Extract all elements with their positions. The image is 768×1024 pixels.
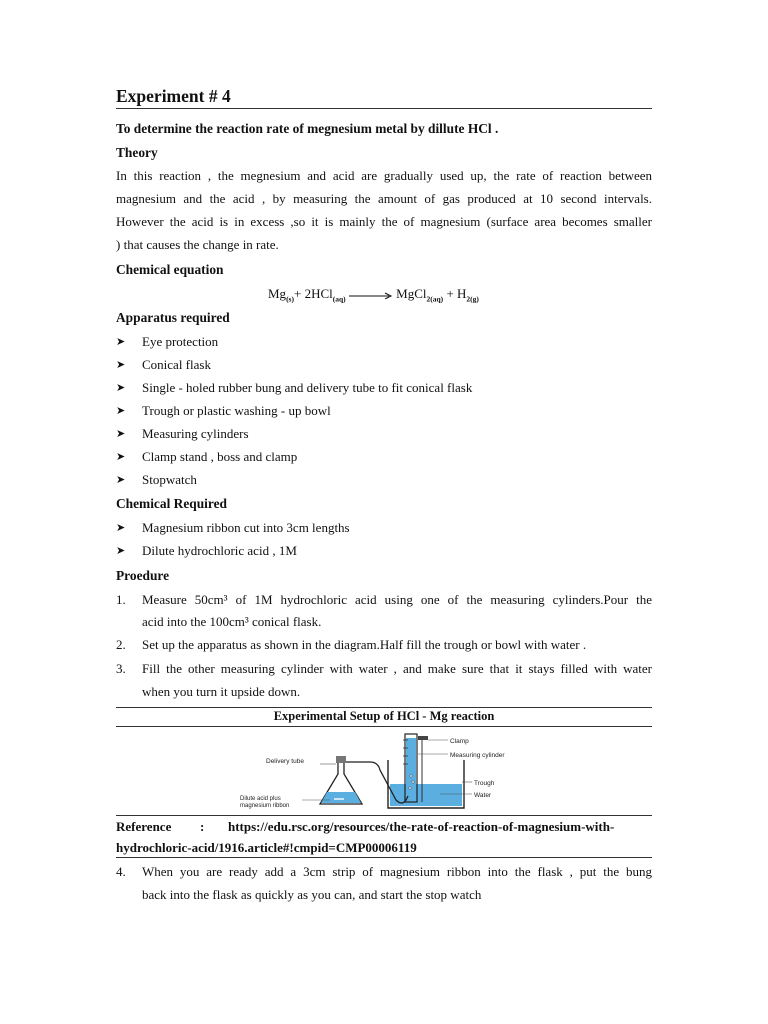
rubber-bung <box>336 756 346 763</box>
reference-top-rule <box>116 815 652 816</box>
figure-top-rule <box>116 707 652 708</box>
arrow-bullet-icon: ➤ <box>116 451 126 463</box>
figure-caption-rule <box>116 726 652 727</box>
apparatus-heading: Apparatus required <box>116 310 230 325</box>
figure-caption: Experimental Setup of HCl - Mg reaction <box>273 709 495 723</box>
label-water: Water <box>474 792 492 799</box>
experiment-diagram <box>240 730 540 812</box>
arrow-bullet-icon: ➤ <box>116 382 126 394</box>
procedure-heading: Proedure <box>116 568 170 583</box>
theory-line: However the acid is in excess ,so it is mainly the of magnesium (surface area becomes smaller <box>116 214 652 229</box>
aim-heading: To determine the reaction rate of megnesium metal by dillute HCl . <box>116 121 499 136</box>
chemicals-heading: Chemical Required <box>116 496 227 511</box>
label-delivery-tube: Delivery tube <box>266 758 304 765</box>
theory-line: ) that causes the change in rate. <box>116 237 279 252</box>
label-acid: Dilute acid plus <box>240 796 281 802</box>
theory-line: magnesium and the acid , by measuring the amount of gas produced at 10 second intervals. <box>116 191 652 206</box>
gas-bubble <box>409 787 411 789</box>
equation-heading: Chemical equation <box>116 262 224 277</box>
gas-bubble <box>410 775 412 777</box>
theory-heading: Theory <box>116 145 158 160</box>
gas-bubble <box>412 781 414 783</box>
cylinder-water <box>406 738 416 786</box>
label-magnesium-ribbon: magnesium ribbon <box>240 803 290 809</box>
label-measuring-cylinder: Measuring cylinder <box>450 752 505 759</box>
arrow-bullet-icon: ➤ <box>116 474 126 486</box>
reference-link-continued[interactable]: hydrochloric-acid/1916.article#!cmpid=CMP00006119 <box>116 840 417 855</box>
acid-solution <box>321 792 361 803</box>
label-trough: Trough <box>474 780 495 787</box>
page-title: Experiment # 4 <box>116 86 231 106</box>
title-rule <box>116 108 652 109</box>
theory-line: In this reaction , the megnesium and acid are gradually used up, the rate of reaction between <box>116 168 652 183</box>
arrow-bullet-icon: ➤ <box>116 359 126 371</box>
arrow-bullet-icon: ➤ <box>116 405 126 417</box>
reference-label: Reference <box>116 819 172 834</box>
arrow-bullet-icon: ➤ <box>116 428 126 440</box>
arrow-bullet-icon: ➤ <box>116 336 126 348</box>
reference-link[interactable]: https://edu.rsc.org/resources/the-rate-of-reaction-of-magnesium-with- <box>228 819 615 834</box>
clamp <box>418 736 428 740</box>
reference-bottom-rule <box>116 857 652 858</box>
arrow-bullet-icon: ➤ <box>116 522 126 534</box>
reaction-arrow-icon <box>349 291 393 299</box>
arrow-bullet-icon: ➤ <box>116 545 126 557</box>
label-clamp: Clamp <box>450 738 469 745</box>
chemical-equation: $Mg_{(s)}+ 2HCl_{(aq)}$ MgCl$_{2(aq)}$ + $H_{2(g)}$ <box>268 286 479 304</box>
reference-colon: : <box>200 819 205 834</box>
